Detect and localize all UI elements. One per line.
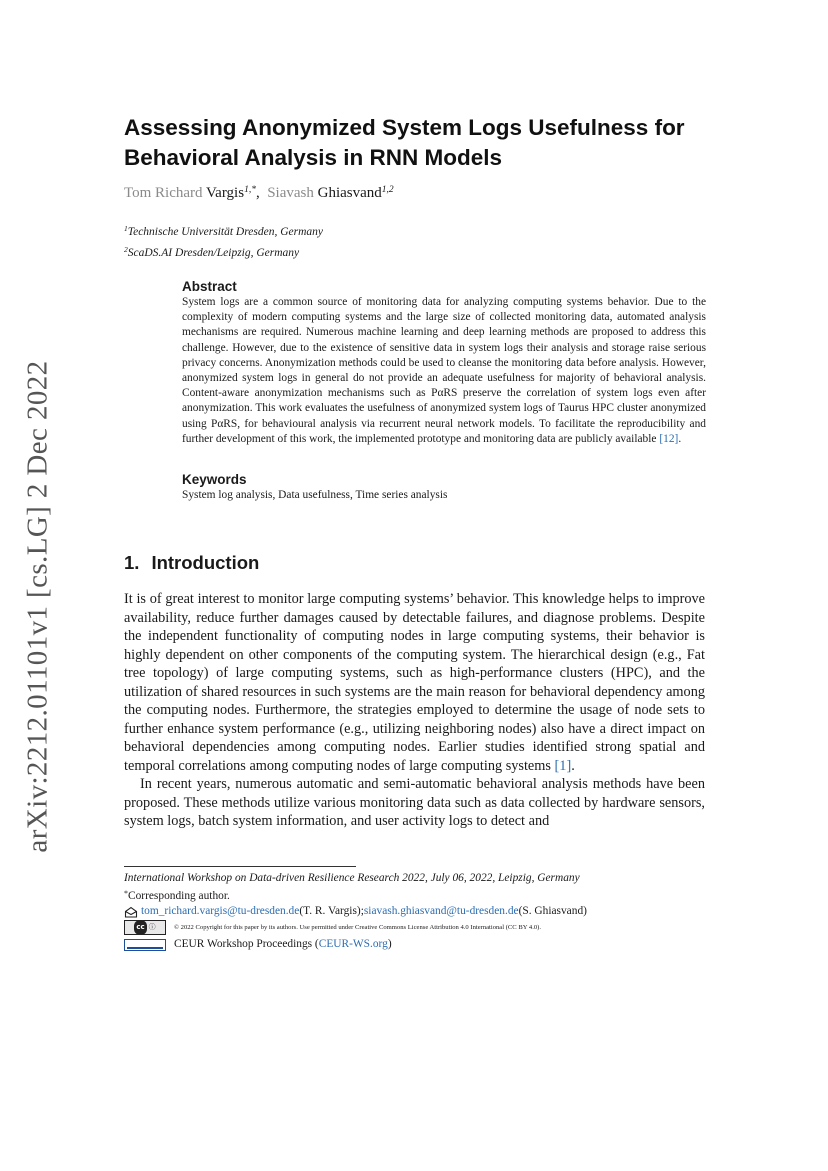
email-icon <box>124 906 138 918</box>
abstract-section <box>182 279 706 447</box>
title-line: Behavioral Analysis in RNN Models <box>124 145 503 170</box>
ceur-end: ) <box>387 938 392 950</box>
paragraph-text: It is of great interest to monitor large computing systems’ behavior. This knowledge helps to improve availability, reduce further damages caused by detectable failures, and diagnose problems. Despite the independent functionality of computing nodes in large computing systems, their behavior is highly dependent on other components of the computing system. The hierarchical design (e.g., Fat tree topology) of large computing systems, such as high-performance clusters (HPC), and the utilization of shared resources in such systems are the main reason for behavioral dependency among the computing nodes. Furthermore, the strategies employed to determine the usage of node sets to further enhance system performance (e.g., utilizing neighboring nodes) also have a direct impact on behavioral dependencies among computing nodes. Earlier studies identified strong spatial and temporal correlations among computing nodes of large computing systems <box>124 591 705 774</box>
affiliation-text: ScaDS.AI Dresden/Leipzig, Germany <box>127 247 300 259</box>
paragraph: In recent years, numerous automatic and semi-automatic behavioral analysis methods have been proposed. These methods utilize various monitoring data such as data collected by hardware sensors, system logs, batch system information, and user activity logs to detect and <box>124 776 705 829</box>
section-number: 1. <box>124 552 140 573</box>
ceur-label: CEUR Workshop Proceedings ( <box>174 938 319 950</box>
email-owner: (T. R. Vargis); <box>299 905 364 917</box>
keywords-text: System log analysis, Data usefulness, Time series analysis <box>182 489 448 501</box>
copyright-text: © 2022 Copyright for this paper by its authors. Use permitted under Creative Commons License Attribution 4.0 International (CC BY 4.0). <box>174 924 541 931</box>
ceur-link[interactable]: CEUR-WS.org <box>318 938 388 950</box>
footnote-rule <box>124 866 356 867</box>
author-marks: 1,* <box>244 185 256 195</box>
affiliation <box>124 220 323 241</box>
affiliation-text: Technische Universität Dresden, Germany <box>127 226 324 238</box>
corresponding-mark: * <box>124 889 128 898</box>
keywords-heading: Keywords <box>182 472 247 487</box>
title-line: Assessing Anonymized System Logs Usefulness for <box>124 115 685 140</box>
abstract-text <box>182 295 706 447</box>
section-title: Introduction <box>151 552 260 573</box>
introduction-body <box>124 590 705 831</box>
affiliations <box>124 220 323 262</box>
author-family-name: Ghiasvand <box>317 185 382 201</box>
citation-link[interactable]: [1] <box>554 757 572 774</box>
corresponding-note <box>124 886 724 904</box>
author-family-name: Vargis <box>206 185 245 201</box>
ceur-logo-icon <box>124 939 166 951</box>
paragraph-end: . <box>571 757 575 774</box>
email-link[interactable]: siavash.ghiasvand@tu-dresden.de <box>363 905 519 917</box>
email-owner: (S. Ghiasvand) <box>518 905 587 917</box>
arxiv-stamp <box>14 359 62 853</box>
author-marks: 1,2 <box>381 185 394 195</box>
affiliation <box>124 241 323 262</box>
paragraph <box>124 590 705 775</box>
affiliation-mark: 2 <box>124 245 128 254</box>
footnotes <box>124 871 724 952</box>
abstract-end: . <box>678 432 682 445</box>
cc-by-icon: cc ⓘ <box>124 920 166 935</box>
abstract-body: System logs are a common source of monitoring data for analyzing computing systems behavior. Due to the complexity of modern computing systems and the large size of collected monitoring data, automated analysis mechanisms are required. Numerous machine learning and deep learning methods are proposed to address this challenge. However, due to the existence of sensitive data in system logs their analysis and storage raise serious privacy concerns. Anonymization methods could be used to cleanse the monitoring data before analysis. However, anonymized system logs in general do not provide an adequate usefulness for majority of behavioral analysis. Content-aware anonymization mechanisms such as PαRS preserve the correlation of system logs even after anonymization. This work evaluates the usefulness of anonymized system logs of Taurus HPC cluster anonymized using PαRS, for behavioural analysis via recurrent neural network models. To facilitate the reproducibility and further development of this work, the implemented prototype and monitoring data are publicly available <box>182 296 706 445</box>
paper-title <box>124 113 724 173</box>
section-heading <box>124 552 259 574</box>
author-given-name: Tom Richard <box>124 185 203 201</box>
affiliation-mark: 1 <box>124 224 128 233</box>
corresponding-text: Corresponding author. <box>128 890 230 902</box>
copyright-note <box>124 920 724 935</box>
author-given-name: Siavash <box>267 185 314 201</box>
abstract-heading: Abstract <box>182 279 237 294</box>
author-list: Tom Richard Vargis$^{1,*}$, Siavash Ghiasvand$^{1,2}$ <box>124 185 394 201</box>
ceur-note <box>124 937 724 952</box>
arxiv-stamp-text: arXiv:2212.01101v1 [cs.LG] 2 Dec 2022 <box>21 359 54 853</box>
venue-note: International Workshop on Data-driven Resilience Research 2022, July 06, 2022, Leipzig, Germany <box>124 872 580 884</box>
keywords-section <box>182 472 706 503</box>
citation-link[interactable]: [12] <box>659 432 679 445</box>
email-link[interactable]: tom_richard.vargis@tu-dresden.de <box>141 905 300 917</box>
email-note <box>124 904 724 919</box>
